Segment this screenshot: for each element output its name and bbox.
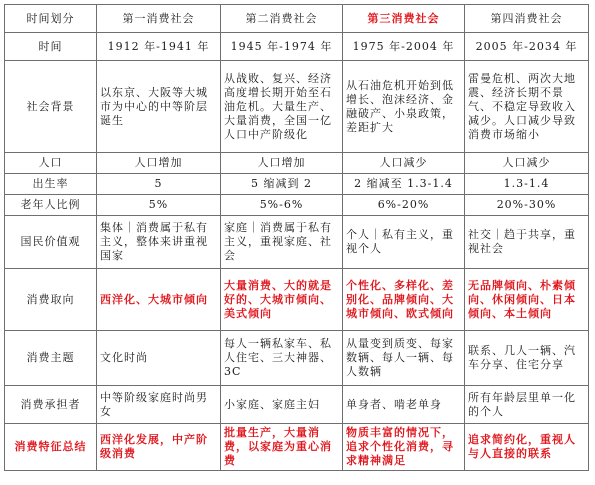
header-cell-first-society: 第一消费社会 — [97, 5, 221, 33]
table-cell: 2 缩减至 1.3-1.4 — [343, 174, 465, 195]
consumer-society-table — [4, 4, 589, 471]
row-label-birthrate: 出生率 — [5, 174, 97, 195]
header-cell-fourth-society: 第四消费社会 — [465, 5, 589, 33]
table-cell: 5%-6% — [221, 195, 343, 216]
table-cell: 1.3-1.4 — [465, 174, 589, 195]
table-cell: 西洋化发展，中产阶级消费 — [97, 424, 221, 471]
table-cell: 联系、几人一辆、汽车分享、住宅分享 — [465, 331, 589, 386]
header-row — [5, 5, 589, 33]
header-cell-time-division: 时间划分 — [5, 5, 97, 33]
table-row-birthrate — [5, 174, 589, 195]
table-cell: 5% — [97, 195, 221, 216]
table-cell: 个人｜私有主义，重视个人 — [343, 216, 465, 269]
table-cell: 追求简约化，重视人与人直接的联系 — [465, 424, 589, 471]
table-cell: 小家庭、家庭主妇 — [221, 386, 343, 424]
table-cell: 无品牌倾向、朴素倾向、休闲倾向、日本倾向、本土倾向 — [465, 269, 589, 331]
table-cell: 西洋化、大城市倾向 — [97, 269, 221, 331]
table-row-themes — [5, 331, 589, 386]
row-label-background: 社会背景 — [5, 61, 97, 153]
table-cell: 批量生产，大量消费，以家庭为重心消费 — [221, 424, 343, 471]
table-cell: 集体｜消费属于私有主义，整体来讲重视国家 — [97, 216, 221, 269]
row-label-summary: 消费特征总结 — [5, 424, 97, 471]
table-cell: 物质丰富的情况下，追求个性化消费，寻求精神满足 — [343, 424, 465, 471]
table-cell: 大量消费、大的就是好的、大城市倾向、美式倾向 — [221, 269, 343, 331]
table-row-background — [5, 61, 589, 153]
table-cell: 1945 年-1974 年 — [221, 33, 343, 61]
table-cell: 从石油危机开始到低增长、泡沫经济、金融破产、小泉政策，差距扩大 — [343, 61, 465, 153]
table-cell: 个性化、多样化、差别化、品牌倾向、大城市倾向、欧式倾向 — [343, 269, 465, 331]
row-label-elderly: 老年人比例 — [5, 195, 97, 216]
table-cell: 人口减少 — [465, 153, 589, 174]
table-row-summary — [5, 424, 589, 471]
document-page — [4, 4, 589, 471]
table-cell: 从战败、复兴、经济高度增长期开始至石油危机。大量生产、大量消费，全国一亿人口中产阶级化 — [221, 61, 343, 153]
table-cell: 所有年龄层里单一化的个人 — [465, 386, 589, 424]
table-row-elderly — [5, 195, 589, 216]
table-cell: 5 缩减到 2 — [221, 174, 343, 195]
row-label-period: 时间 — [5, 33, 97, 61]
table-cell: 1912 年-1941 年 — [97, 33, 221, 61]
table-cell: 人口减少 — [343, 153, 465, 174]
table-row-period — [5, 33, 589, 61]
table-cell: 从量变到质变、每家数辆、每人一辆、每人数辆 — [343, 331, 465, 386]
table-cell: 文化时尚 — [97, 331, 221, 386]
table-row-values — [5, 216, 589, 269]
table-cell: 单身者、啃老单身 — [343, 386, 465, 424]
table-row-orientation — [5, 269, 589, 331]
table-cell: 社交｜趋于共享，重视社会 — [465, 216, 589, 269]
table-cell: 6%-20% — [343, 195, 465, 216]
row-label-values: 国民价值观 — [5, 216, 97, 269]
table-cell: 每人一辆私家车、私人住宅、三大神器、3C — [221, 331, 343, 386]
table-cell: 人口增加 — [97, 153, 221, 174]
header-cell-second-society: 第二消费社会 — [221, 5, 343, 33]
header-cell-third-society: 第三消费社会 — [343, 5, 465, 33]
table-cell: 1975 年-2004 年 — [343, 33, 465, 61]
row-label-bearers: 消费承担者 — [5, 386, 97, 424]
table-cell: 以东京、大阪等大城市为中心的中等阶层诞生 — [97, 61, 221, 153]
table-cell: 雷曼危机、两次大地震、经济长期不景气、不稳定导致收入减少。人口减少导致消费市场缩小 — [465, 61, 589, 153]
table-cell: 2005 年-2034 年 — [465, 33, 589, 61]
table-cell: 5 — [97, 174, 221, 195]
row-label-population: 人口 — [5, 153, 97, 174]
table-cell: 中等阶级家庭时尚男女 — [97, 386, 221, 424]
table-cell: 20%-30% — [465, 195, 589, 216]
row-label-themes: 消费主题 — [5, 331, 97, 386]
table-cell: 人口增加 — [221, 153, 343, 174]
table-cell: 家庭｜消费属于私有主义，重视家庭、社会 — [221, 216, 343, 269]
row-label-orientation: 消费取向 — [5, 269, 97, 331]
table-row-population — [5, 153, 589, 174]
table-row-bearers — [5, 386, 589, 424]
